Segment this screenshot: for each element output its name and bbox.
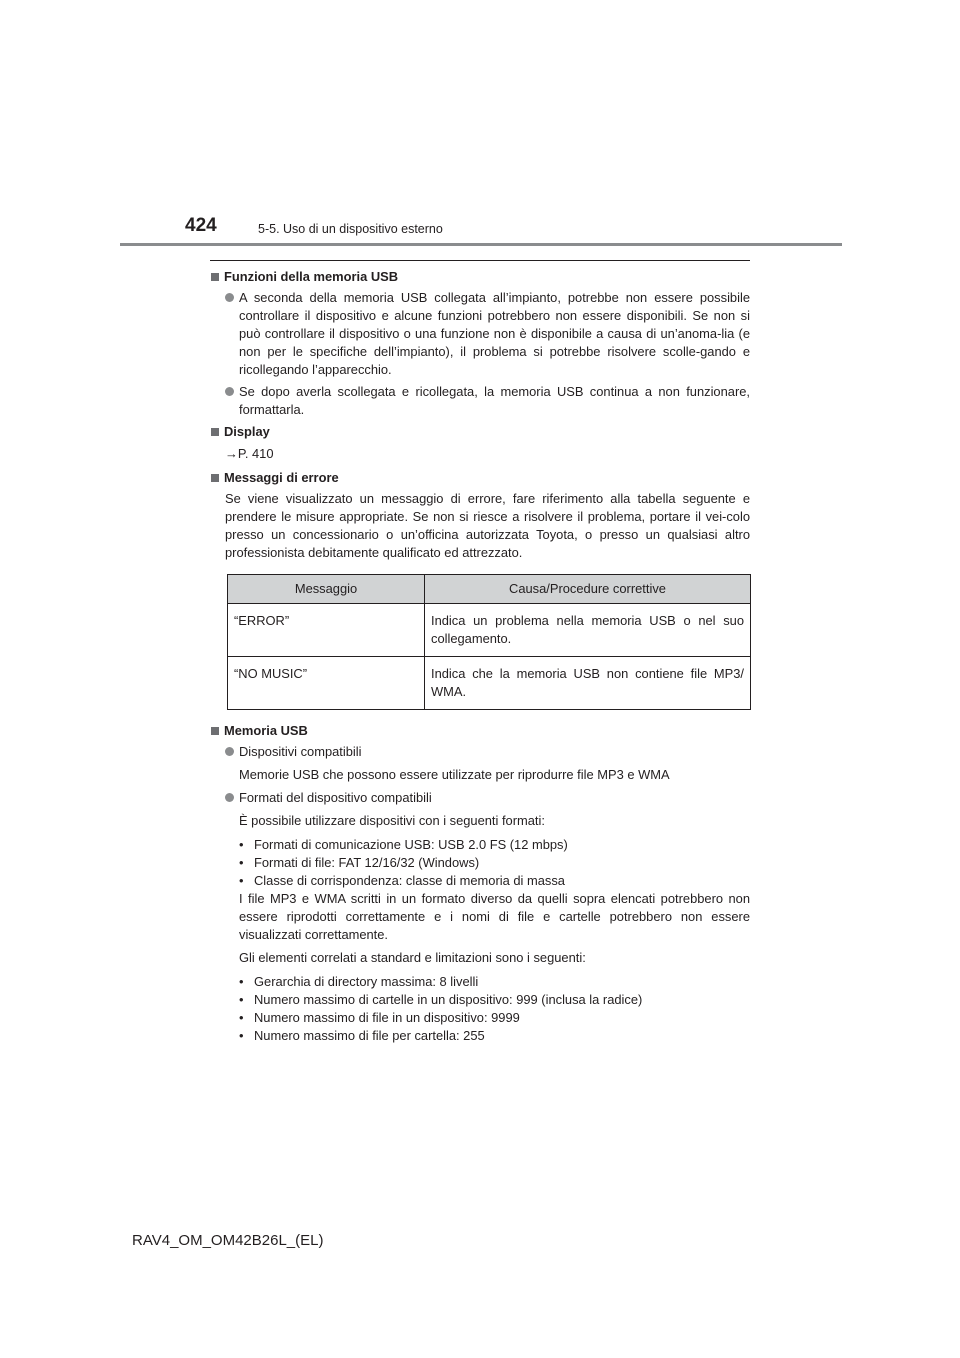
list-item: • Numero massimo di file per cartella: 255 [239, 1027, 750, 1045]
formats-intro: È possibile utilizzare dispositivi con i seguenti formati: [239, 813, 545, 828]
table-row [228, 604, 751, 657]
bullet-compatible-devices: Dispositivi compatibili [210, 743, 750, 761]
header-divider [120, 243, 842, 246]
list-item: • Numero massimo di file in un dispositivo: 9999 [239, 1009, 750, 1027]
compatible-devices-text: Memorie USB che possono essere utilizzate per riprodurre file MP3 e WMA [239, 767, 670, 782]
heading-usb-memory: Memoria USB [210, 722, 750, 740]
bullet-formats: Formati del dispositivo compatibili [210, 789, 750, 807]
heading-usb-functions: Funzioni della memoria USB [210, 268, 750, 286]
table-row [228, 657, 751, 710]
table-cell: “NO MUSIC” [228, 657, 425, 710]
heading-display: Display [210, 423, 750, 441]
table-cell: Indica che la memoria USB non contiene file MP3/ WMA. [425, 657, 751, 710]
table-cell: “ERROR” [228, 604, 425, 657]
table-header-message: Messaggio [228, 575, 425, 604]
list-item: • Formati di file: FAT 12/16/32 (Windows) [239, 854, 750, 872]
formats-note: I file MP3 e WMA scritti in un formato diverso da quelli sopra elencati potrebbero non essere riprodotti correttamente e i nomi di file e cartelle potrebbero non essere visualizzati correttamente. [239, 891, 750, 942]
error-messages-text: Se viene visualizzato un messaggio di errore, fare riferimento alla tabella seguente e prendere le misure appropriate. Se non si riesce a risolvere il problema, portare il vei-colo presso un concessionario o un’officina autorizzata Toyota, o presso un qualsiasi altro professionista debitamente qualificato ed attrezzato. [225, 491, 750, 560]
footer-document-code: RAV4_OM_OM42B26L_(EL) [132, 1232, 324, 1249]
page-content [210, 265, 750, 1045]
list-item: • Numero massimo di cartelle in un dispositivo: 999 (inclusa la radice) [239, 991, 750, 1009]
list-item: • Gerarchia di directory massima: 8 livelli [239, 973, 750, 991]
table-header-row [228, 575, 751, 604]
bullet-item: A seconda della memoria USB collegata all’impianto, potrebbe non essere possibile controllare il dispositivo e alcune funzioni potrebbero non essere disponibili. Se non si può controllare il dispositivo o una funzione non è disponibile a causa di un’anoma-lia (e non per le specifiche dell’impianto), il problema si potrebbe risolvere scolle-gando e ricollegando l’apparecchio. [210, 289, 750, 379]
list-item: • Formati di comunicazione USB: USB 2.0 FS (12 mbps) [239, 836, 750, 854]
bullet-item: Se dopo averla scollegata e ricollegata, la memoria USB continua a non funzionare, formattarla. [210, 383, 750, 419]
heading-error-messages: Messaggi di errore [210, 469, 750, 487]
table-header-cause: Causa/Procedure correttive [425, 575, 751, 604]
section-title: 5-5. Uso di un dispositivo esterno [258, 222, 443, 236]
formats-list [210, 836, 750, 890]
page-reference: →P. 410 [225, 446, 274, 461]
content-divider [210, 260, 750, 261]
list-item: • Classe di corrispondenza: classe di memoria di massa [239, 872, 750, 890]
limits-intro: Gli elementi correlati a standard e limitazioni sono i seguenti: [239, 950, 586, 965]
error-messages-table [227, 574, 751, 710]
limits-list [210, 973, 750, 1045]
table-cell: Indica un problema nella memoria USB o nel suo collegamento. [425, 604, 751, 657]
page-number: 424 [185, 215, 217, 236]
